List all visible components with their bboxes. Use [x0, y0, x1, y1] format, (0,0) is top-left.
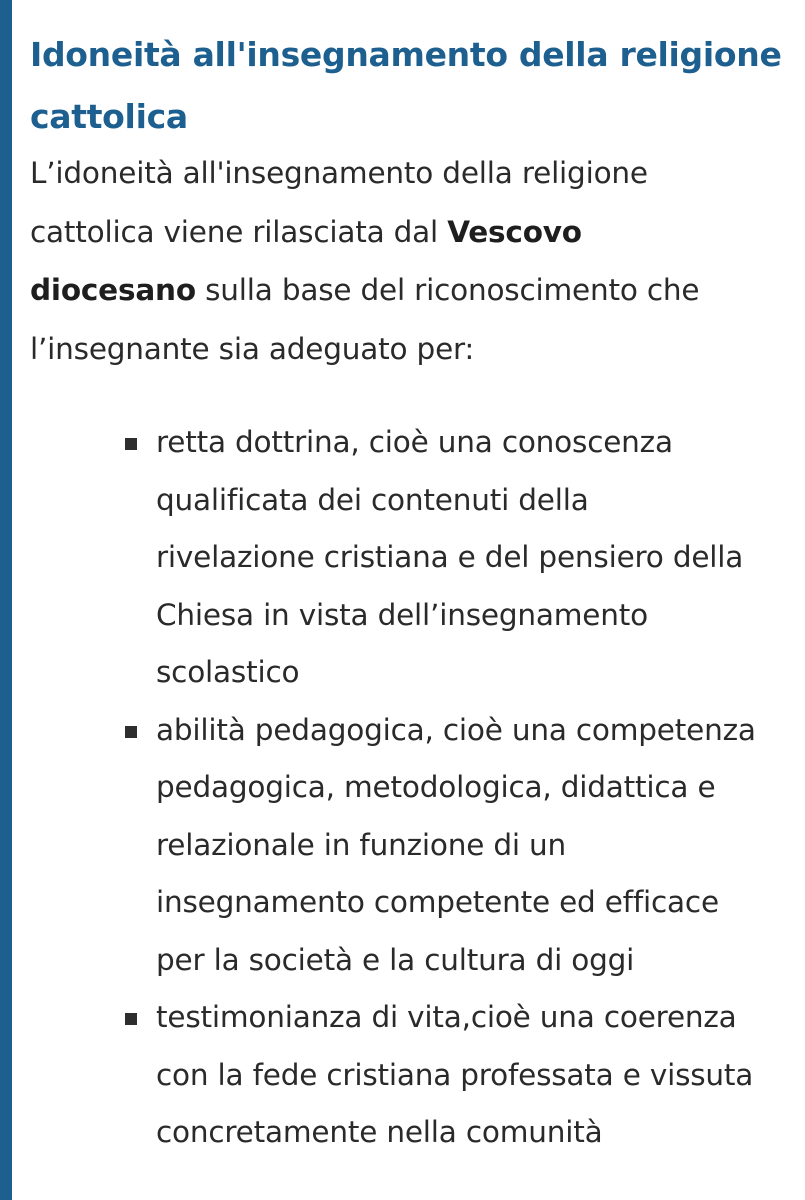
intro-line-3-text: sulla base del riconoscimento che — [195, 273, 700, 307]
item-line: scolastico — [156, 655, 300, 689]
list-item — [156, 414, 795, 702]
item-line: Chiesa in vista dell’insegnamento — [156, 597, 648, 632]
item-line: con la fede cristiana professata e vissuta — [156, 1057, 754, 1092]
square-bullet-icon — [125, 438, 137, 450]
intro-line-1: L’idoneità all'insegnamento della religione — [30, 156, 648, 190]
title-line-2: cattolica — [30, 97, 188, 136]
item-line: concretamente nella comunità — [156, 1115, 603, 1149]
accent-bar — [0, 0, 12, 1200]
section-title — [30, 24, 795, 148]
item-line: abilità pedagogica, cioè una competenza — [156, 712, 756, 747]
item-line: testimonianza di vita,cioè una coerenza — [156, 1000, 737, 1034]
item-line: rivelazione cristiana e del pensiero della — [156, 540, 744, 574]
item-line: pedagogica, metodologica, didattica e — [156, 770, 716, 804]
intro-bold-vescovo: Vescovo — [447, 214, 582, 249]
item-line: retta dottrina, cioè una conoscenza — [156, 425, 673, 459]
square-bullet-icon — [125, 1013, 137, 1025]
intro-line-4: l’insegnante sia adeguato per: — [30, 331, 475, 366]
intro-line-2-text: cattolica viene rilasciata dal — [30, 214, 448, 249]
intro-bold-diocesano: diocesano — [30, 273, 196, 307]
item-line: insegnamento competente ed efficace — [156, 885, 719, 919]
title-line-1: Idoneità all'insegnamento della religione — [30, 35, 782, 74]
list-item — [156, 989, 795, 1162]
item-line: relazionale in funzione di un — [156, 827, 567, 862]
item-line: per la società e la cultura di oggi — [156, 942, 635, 977]
item-line: qualificata dei contenuti della — [156, 482, 589, 517]
list-item — [156, 702, 795, 990]
requirements-list — [30, 414, 795, 1162]
intro-paragraph — [30, 144, 795, 378]
section-content — [30, 24, 795, 1162]
square-bullet-icon — [125, 726, 137, 738]
